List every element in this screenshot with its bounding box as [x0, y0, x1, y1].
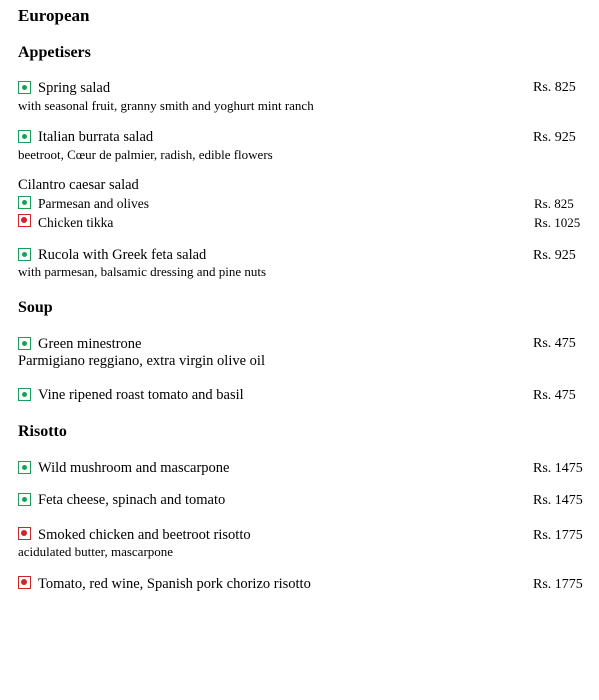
item-name: Rucola with Greek feta salad — [38, 247, 207, 263]
item-price: Rs. 1775 — [533, 577, 583, 592]
item-name: Italian burrata salad — [38, 129, 154, 145]
item-name: Tomato, red wine, Spanish pork chorizo risotto — [38, 576, 311, 592]
item-option-name: Chicken tikka — [38, 215, 114, 230]
veg-marker-icon — [18, 248, 31, 261]
item-price: Rs. 825 — [533, 80, 576, 95]
nonveg-marker-icon — [18, 527, 31, 540]
item-name: Green minestrone — [38, 336, 142, 352]
item-description: Parmigiano reggiano, extra virgin olive oil — [18, 353, 265, 369]
veg-marker-icon — [18, 81, 31, 94]
item-name: Wild mushroom and mascarpone — [38, 460, 230, 476]
item-price: Rs. 475 — [533, 336, 576, 351]
section-title-soup: Soup — [18, 299, 53, 316]
item-price: Rs. 925 — [533, 130, 576, 145]
section-title-appetisers: Appetisers — [18, 44, 91, 61]
item-description: with seasonal fruit, granny smith and yoghurt mint ranch — [18, 98, 314, 113]
veg-marker-icon — [18, 461, 31, 474]
item-name: Smoked chicken and beetroot risotto — [38, 527, 251, 543]
nonveg-marker-icon — [18, 576, 31, 589]
item-price: Rs. 1475 — [533, 461, 583, 476]
cuisine-title: European — [18, 6, 90, 25]
veg-marker-icon — [18, 196, 31, 209]
item-price: Rs. 475 — [533, 388, 576, 403]
veg-marker-icon — [18, 337, 31, 350]
item-name: Spring salad — [38, 80, 111, 96]
item-option-price: Rs. 1025 — [534, 215, 581, 230]
section-title-risotto: Risotto — [18, 423, 67, 440]
item-description: beetroot, Cœur de palmier, radish, edible flowers — [18, 147, 273, 162]
nonveg-marker-icon — [18, 214, 31, 227]
item-name: Vine ripened roast tomato and basil — [38, 387, 244, 403]
item-description: acidulated butter, mascarpone — [18, 544, 174, 559]
item-description: with parmesan, balsamic dressing and pine nuts — [18, 264, 267, 279]
item-price: Rs. 925 — [533, 248, 576, 263]
veg-marker-icon — [18, 493, 31, 506]
veg-marker-icon — [18, 130, 31, 143]
item-name: Cilantro caesar salad — [18, 177, 139, 193]
item-price: Rs. 1775 — [533, 528, 583, 543]
item-name: Feta cheese, spinach and tomato — [38, 492, 226, 508]
item-price: Rs. 1475 — [533, 493, 583, 508]
veg-marker-icon — [18, 388, 31, 401]
item-option-price: Rs. 825 — [534, 196, 574, 211]
item-option-name: Parmesan and olives — [38, 196, 149, 211]
